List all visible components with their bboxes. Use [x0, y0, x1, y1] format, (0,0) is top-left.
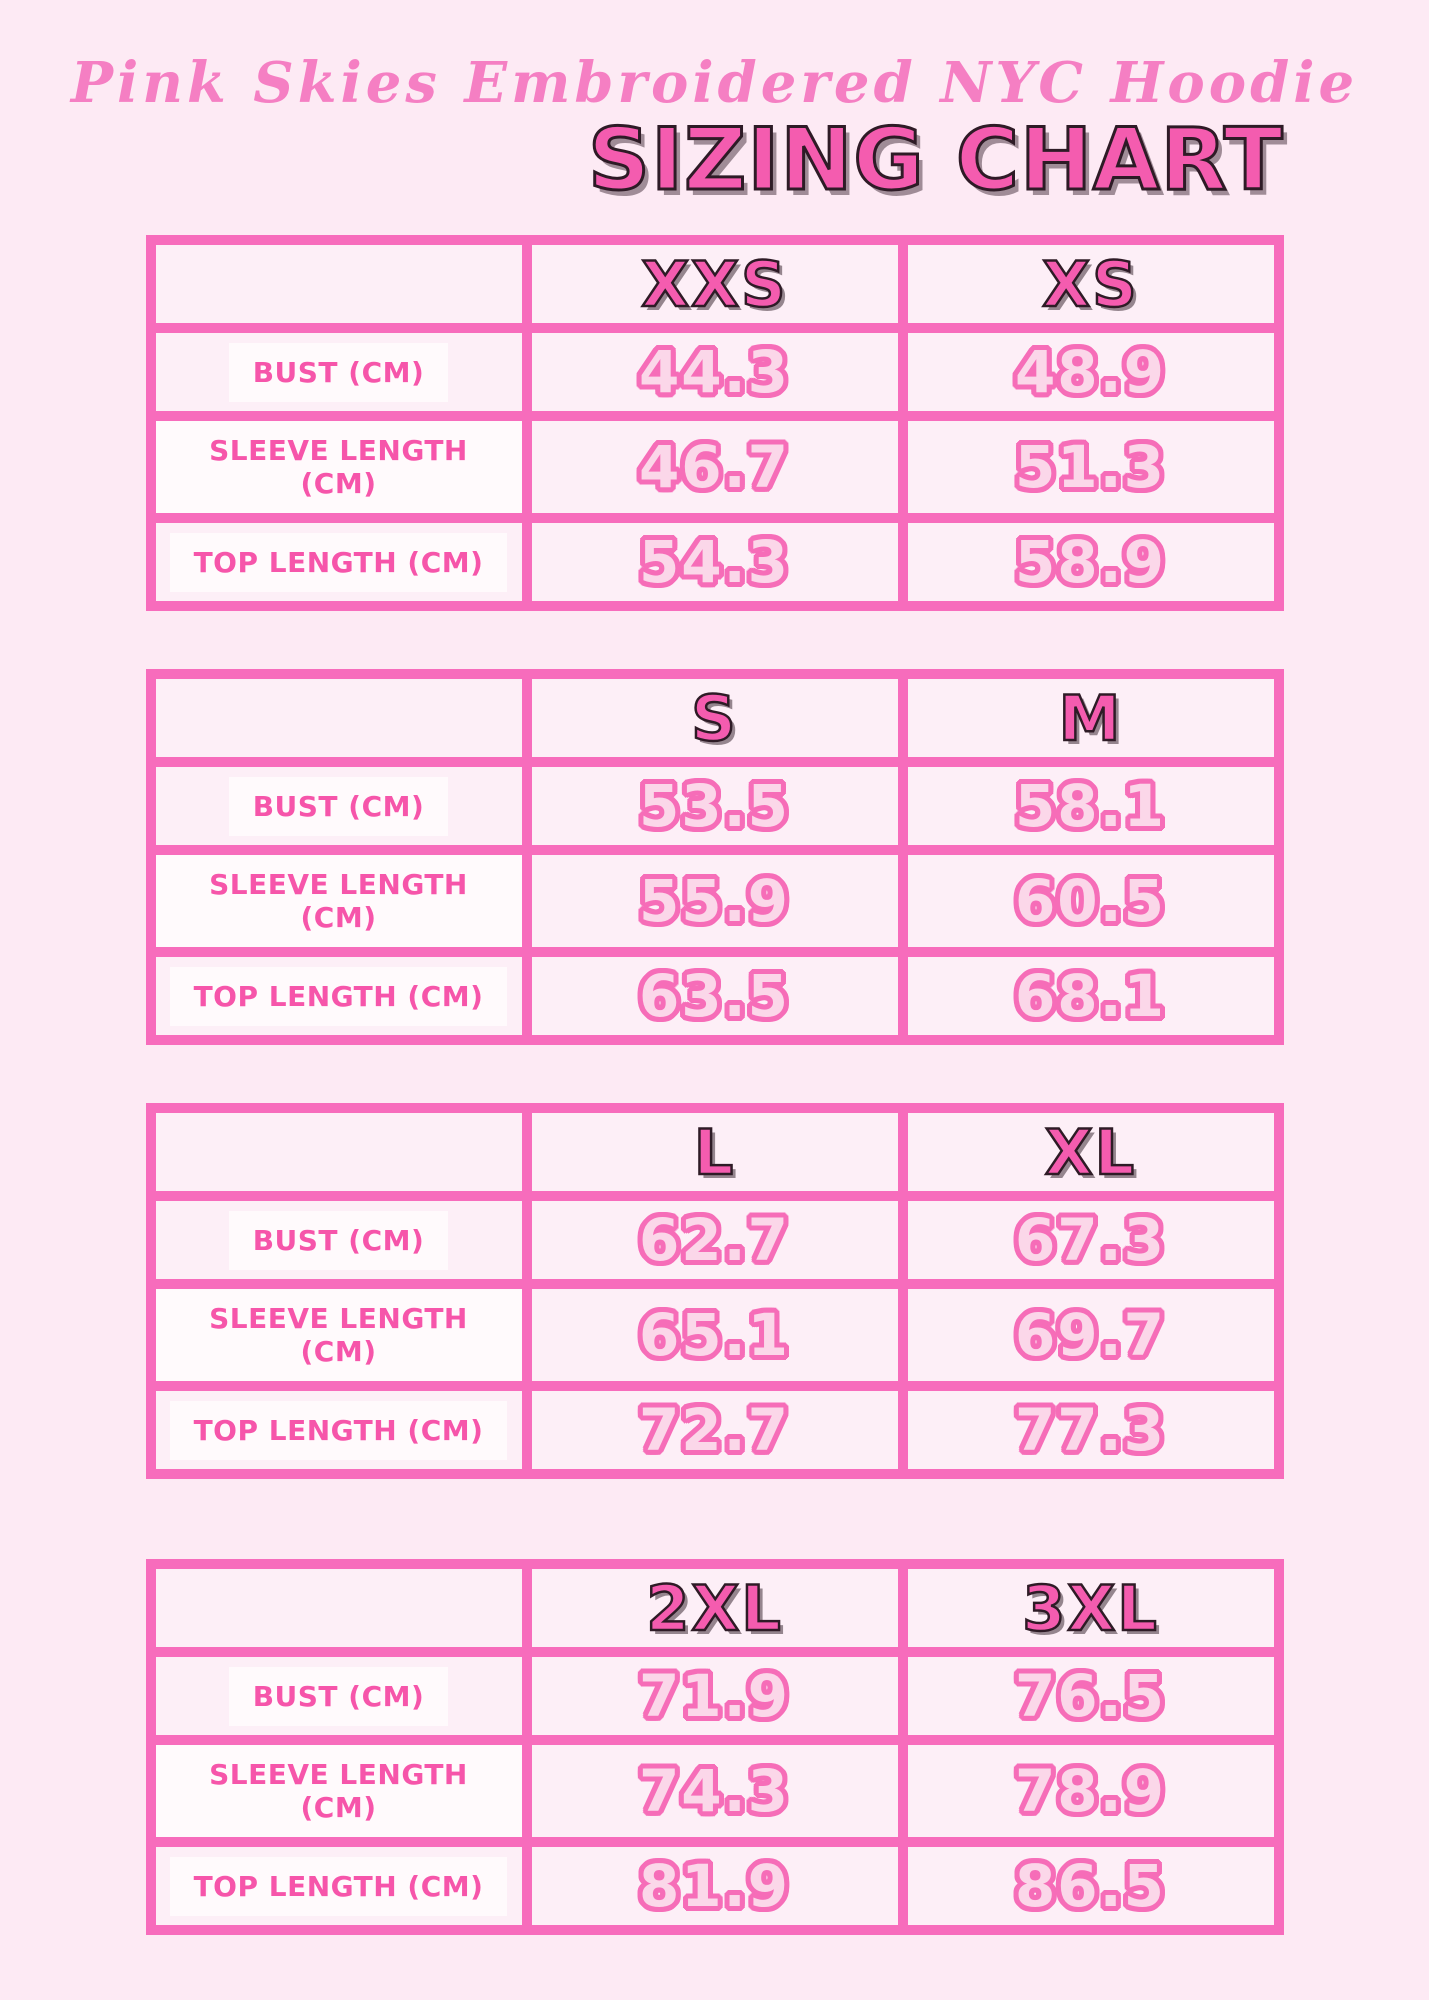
row-label: SLEEVE LENGTH (CM) [209, 868, 468, 935]
table-header-row [151, 1108, 1279, 1196]
value-cell [903, 1284, 1279, 1386]
value-cell [903, 1842, 1279, 1930]
measurement-value: 71.9 [638, 1662, 791, 1731]
size-label: 2XL [646, 1571, 783, 1645]
size-header-cell [527, 674, 903, 762]
corner-cell [151, 1108, 527, 1196]
size-label: S [691, 681, 738, 755]
corner-cell [151, 240, 527, 328]
value-cell [903, 1196, 1279, 1284]
row-label-cell [151, 416, 527, 518]
value-cell [903, 1652, 1279, 1740]
value-cell [527, 416, 903, 518]
table-row [151, 416, 1279, 518]
measurement-value: 69.7 [1014, 1301, 1167, 1370]
measurement-value: 58.1 [1014, 772, 1167, 841]
row-label-box [229, 1667, 449, 1726]
row-label: TOP LENGTH (CM) [193, 1869, 484, 1903]
row-label-box [156, 1289, 522, 1381]
value-cell [527, 1196, 903, 1284]
table-row [151, 1740, 1279, 1842]
value-cell [903, 762, 1279, 850]
table-row [151, 1196, 1279, 1284]
row-label-box [229, 1211, 449, 1270]
value-cell [527, 762, 903, 850]
measurement-value: 46.7 [638, 433, 791, 502]
measurement-value: 72.7 [638, 1396, 791, 1465]
value-cell [527, 952, 903, 1040]
table-row [151, 1284, 1279, 1386]
page-title: SIZING CHART [588, 110, 1284, 211]
measurement-value: 77.3 [1014, 1396, 1167, 1465]
row-label-cell [151, 1386, 527, 1474]
size-table-xxs-xs [146, 235, 1284, 611]
value-cell [527, 1652, 903, 1740]
table-row [151, 328, 1279, 416]
value-cell [527, 1740, 903, 1842]
measurement-value: 67.3 [1014, 1206, 1167, 1275]
size-header-cell [903, 1108, 1279, 1196]
measurement-value: 68.1 [1014, 962, 1167, 1031]
value-cell [903, 416, 1279, 518]
size-header-cell [903, 240, 1279, 328]
measurement-value: 76.5 [1014, 1662, 1167, 1731]
value-cell [903, 518, 1279, 606]
row-label-box [170, 967, 508, 1026]
table-row [151, 762, 1279, 850]
table-row [151, 1842, 1279, 1930]
measurement-value: 62.7 [638, 1206, 791, 1275]
row-label-cell [151, 1652, 527, 1740]
value-cell [527, 1284, 903, 1386]
row-label: SLEEVE LENGTH (CM) [209, 1302, 468, 1369]
measurement-value: 78.9 [1014, 1757, 1167, 1826]
row-label-cell [151, 328, 527, 416]
row-label-cell [151, 850, 527, 952]
measurement-value: 65.1 [638, 1301, 791, 1370]
header [0, 0, 1429, 211]
row-label-cell [151, 1842, 527, 1930]
row-label-box [156, 855, 522, 947]
measurement-value: 63.5 [638, 962, 791, 1031]
size-header-cell [903, 1564, 1279, 1652]
row-label: SLEEVE LENGTH (CM) [209, 434, 468, 501]
size-table-l-xl [146, 1103, 1284, 1479]
size-label: 3XL [1022, 1571, 1159, 1645]
corner-cell [151, 1564, 527, 1652]
size-label: L [693, 1115, 736, 1189]
size-header-cell [527, 240, 903, 328]
measurement-value: 55.9 [638, 867, 791, 936]
size-label: XXS [641, 247, 788, 321]
size-header-cell [527, 1564, 903, 1652]
row-label-cell [151, 1740, 527, 1842]
value-cell [903, 328, 1279, 416]
size-header-cell [527, 1108, 903, 1196]
corner-cell [151, 674, 527, 762]
size-header-cell [903, 674, 1279, 762]
row-label-box [156, 1745, 522, 1837]
measurement-value: 81.9 [638, 1852, 791, 1921]
measurement-value: 54.3 [638, 528, 791, 597]
measurement-value: 44.3 [638, 338, 791, 407]
row-label: SLEEVE LENGTH (CM) [209, 1758, 468, 1825]
measurement-value: 53.5 [638, 772, 791, 841]
value-cell [527, 850, 903, 952]
row-label: TOP LENGTH (CM) [193, 1413, 484, 1447]
size-label: M [1058, 681, 1123, 755]
value-cell [903, 850, 1279, 952]
measurement-value: 60.5 [1014, 867, 1167, 936]
row-label: BUST (CM) [252, 1679, 425, 1713]
size-label: XS [1042, 247, 1139, 321]
row-label: BUST (CM) [252, 789, 425, 823]
row-label-cell [151, 1196, 527, 1284]
row-label-box [170, 1857, 508, 1916]
size-table-s-m [146, 669, 1284, 1045]
table-row [151, 518, 1279, 606]
table-header-row [151, 674, 1279, 762]
value-cell [527, 1386, 903, 1474]
table-row [151, 952, 1279, 1040]
row-label-box [229, 777, 449, 836]
size-label: XL [1044, 1115, 1137, 1189]
measurement-value: 58.9 [1014, 528, 1167, 597]
row-label-box [229, 343, 449, 402]
measurement-value: 48.9 [1014, 338, 1167, 407]
value-cell [527, 1842, 903, 1930]
row-label-cell [151, 1284, 527, 1386]
value-cell [903, 1740, 1279, 1842]
row-label: BUST (CM) [252, 1223, 425, 1257]
row-label-cell [151, 518, 527, 606]
product-title: Pink Skies Embroidered NYC Hoodie [70, 50, 1359, 116]
table-header-row [151, 1564, 1279, 1652]
table-row [151, 1652, 1279, 1740]
table-row [151, 850, 1279, 952]
table-header-row [151, 240, 1279, 328]
row-label-cell [151, 762, 527, 850]
value-cell [527, 518, 903, 606]
row-label-cell [151, 952, 527, 1040]
measurement-value: 74.3 [638, 1757, 791, 1826]
row-label-box [170, 1401, 508, 1460]
size-table-2xl-3xl [146, 1559, 1284, 1935]
row-label: TOP LENGTH (CM) [193, 979, 484, 1013]
value-cell [903, 952, 1279, 1040]
value-cell [527, 328, 903, 416]
table-row [151, 1386, 1279, 1474]
row-label-box [170, 533, 508, 592]
measurement-value: 86.5 [1014, 1852, 1167, 1921]
row-label: BUST (CM) [252, 355, 425, 389]
row-label: TOP LENGTH (CM) [193, 545, 484, 579]
row-label-box [156, 421, 522, 513]
value-cell [903, 1386, 1279, 1474]
measurement-value: 51.3 [1014, 433, 1167, 502]
